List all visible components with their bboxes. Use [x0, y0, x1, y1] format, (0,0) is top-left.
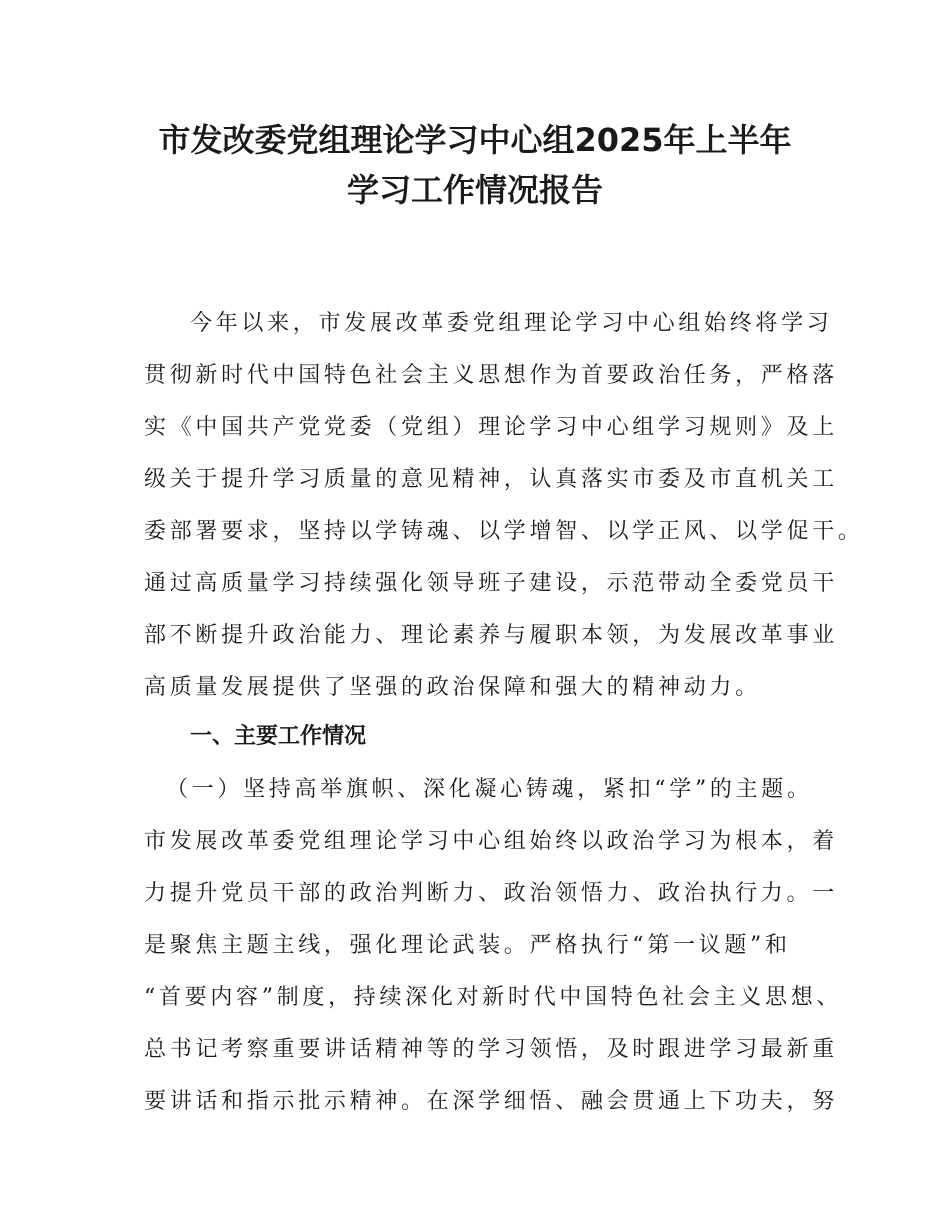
section-line: 总书记考察重要讲话精神等的学习领悟，及时跟进学习最新重 — [144, 1037, 838, 1062]
intro-line: 今年以来，市发展改革委党组理论学习中心组始终将学习 — [190, 311, 833, 336]
section-line: 要讲话和指示批示精神。在深学细悟、融会贯通上下功夫，努 — [144, 1089, 838, 1114]
document-title-line-1: 市发改委党组理论学习中心组2025年上半年 — [158, 121, 792, 159]
section-line: 力提升党员干部的政治判断力、政治领悟力、政治执行力。一 — [144, 881, 838, 906]
document-title-line-2: 学习工作情况报告 — [346, 171, 603, 209]
section-line: （一）坚持高举旗帜、深化凝心铸魂，紧扣“学”的主题。 — [166, 777, 813, 802]
intro-line: 高质量发展提供了坚强的政治保障和强大的精神动力。 — [144, 675, 761, 700]
section-line: “首要内容”制度，持续深化对新时代中国特色社会主义思想、 — [144, 985, 843, 1010]
section-line: 市发展改革委党组理论学习中心组始终以政治学习为根本，着 — [144, 829, 838, 854]
section-heading: 一、主要工作情况 — [190, 724, 367, 749]
intro-line: 委部署要求，坚持以学铸魂、以学增智、以学正风、以学促干。 — [144, 519, 864, 544]
intro-line: 通过高质量学习持续强化领导班子建设，示范带动全委党员干 — [144, 571, 838, 596]
intro-line: 部不断提升政治能力、理论素养与履职本领，为发展改革事业 — [144, 623, 838, 648]
intro-line: 实《中国共产党党委（党组）理论学习中心组学习规则》及上 — [144, 415, 838, 440]
intro-line: 级关于提升学习质量的意见精神，认真落实市委及市直机关工 — [144, 467, 838, 492]
section-line: 是聚焦主题主线，强化理论武装。严格执行“第一议题”和 — [144, 933, 791, 958]
intro-line: 贯彻新时代中国特色社会主义思想作为首要政治任务，严格落 — [144, 363, 838, 388]
